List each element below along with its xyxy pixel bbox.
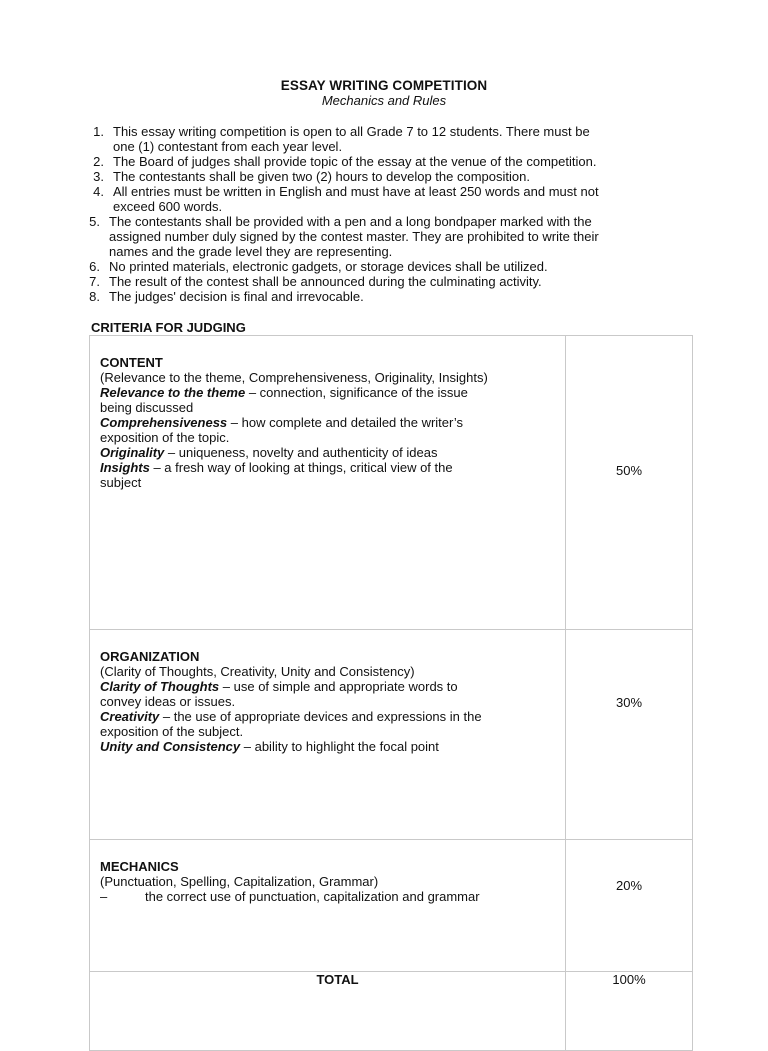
criterion-term: Insights: [100, 460, 150, 475]
document-title: ESSAY WRITING COMPETITION: [280, 78, 488, 93]
criterion-desc: – connection, significance of the issue: [245, 385, 468, 400]
rule-item-3: [86, 169, 686, 184]
rule-item-8: [86, 289, 686, 304]
table-row-organization: [90, 630, 693, 840]
rule-text: This essay writing competition is open to all Grade 7 to 12 students. There must be: [113, 124, 590, 139]
criteria-table: [89, 335, 693, 1051]
criterion-item: [100, 709, 555, 724]
criterion-item: [100, 445, 555, 460]
criterion-cell: [90, 840, 566, 972]
criterion-summary: (Clarity of Thoughts, Creativity, Unity and Consistency): [100, 664, 415, 679]
criterion-title: CONTENT: [100, 355, 163, 370]
dash-bullet: –: [100, 889, 108, 904]
rule-text: No printed materials, electronic gadgets, or storage devices shall be utilized.: [109, 259, 548, 274]
criterion-title: MECHANICS: [100, 859, 179, 874]
criterion-item: [100, 679, 555, 694]
rule-number: 1.: [93, 124, 104, 139]
rule-number: 8.: [89, 289, 100, 304]
criterion-desc: the correct use of punctuation, capitalization and grammar: [145, 889, 480, 904]
rule-text: All entries must be written in English and must have at least 250 words and must not: [113, 184, 599, 199]
criterion-summary: (Relevance to the theme, Comprehensiveness, Originality, Insights): [100, 370, 488, 385]
rule-item-7: [86, 274, 686, 289]
rule-number: 7.: [89, 274, 100, 289]
criterion-term: Unity and Consistency: [100, 739, 241, 754]
criterion-percent: 50%: [566, 336, 693, 630]
table-row-content: [90, 336, 693, 630]
criterion-desc: – the use of appropriate devices and expressions in the: [159, 709, 482, 724]
rule-text: The contestants shall be given two (2) hours to develop the composition.: [113, 169, 530, 184]
document-subtitle: Mechanics and Rules: [321, 93, 447, 108]
criterion-term: Originality: [100, 445, 165, 460]
rule-number: 3.: [93, 169, 104, 184]
criterion-item: [100, 460, 555, 475]
rule-text: The judges' decision is final and irrevocable.: [109, 289, 364, 304]
rule-number: 6.: [89, 259, 100, 274]
criterion-term: Creativity: [100, 709, 160, 724]
criterion-item-cont: subject: [100, 475, 142, 490]
criterion-item-cont: being discussed: [100, 400, 194, 415]
criterion-desc: – uniqueness, novelty and authenticity of ideas: [164, 445, 438, 460]
rule-number: 4.: [93, 184, 104, 199]
criterion-item-cont: exposition of the subject.: [100, 724, 244, 739]
criterion-percent: 20%: [566, 840, 693, 972]
rule-text: one (1) contestant from each year level.: [113, 139, 343, 154]
criterion-item: [100, 415, 555, 430]
rule-text: The Board of judges shall provide topic of the essay at the venue of the competition.: [113, 154, 597, 169]
rules-list: [86, 124, 686, 304]
total-percent: 100%: [566, 972, 693, 1051]
criterion-desc: – use of simple and appropriate words to: [219, 679, 458, 694]
table-row-mechanics: [90, 840, 693, 972]
total-label: TOTAL: [316, 972, 359, 987]
criterion-item-cont: convey ideas or issues.: [100, 694, 236, 709]
rule-item-1: [86, 124, 686, 154]
criterion-item: [100, 739, 555, 754]
criterion-desc: – how complete and detailed the writer’s: [227, 415, 463, 430]
criterion-item: [100, 889, 555, 904]
rule-text: assigned number duly signed by the contest master. They are prohibited to write their: [109, 229, 599, 244]
criterion-item: [100, 385, 555, 400]
table-row-total: [90, 972, 693, 1051]
criterion-percent: 30%: [566, 630, 693, 840]
rule-text: names and the grade level they are representing.: [109, 244, 393, 259]
criterion-cell: [90, 630, 566, 840]
rule-item-4: [86, 184, 686, 214]
rule-item-6: [86, 259, 686, 274]
criterion-term: Comprehensiveness: [100, 415, 228, 430]
criterion-title: ORGANIZATION: [100, 649, 200, 664]
criteria-heading: CRITERIA FOR JUDGING: [91, 320, 246, 335]
rule-item-2: [86, 154, 686, 169]
criterion-summary: (Punctuation, Spelling, Capitalization, Grammar): [100, 874, 379, 889]
total-cell: [90, 972, 566, 1051]
criterion-term: Relevance to the theme: [100, 385, 246, 400]
rule-number: 2.: [93, 154, 104, 169]
criterion-cell: [90, 336, 566, 630]
criterion-term: Clarity of Thoughts: [100, 679, 220, 694]
rule-item-5: [86, 214, 686, 259]
criterion-desc: – ability to highlight the focal point: [240, 739, 439, 754]
rule-text: exceed 600 words.: [113, 199, 223, 214]
rule-number: 5.: [89, 214, 100, 229]
rule-text: The result of the contest shall be announced during the culminating activity.: [109, 274, 542, 289]
rule-text: The contestants shall be provided with a pen and a long bondpaper marked with the: [109, 214, 592, 229]
criterion-desc: – a fresh way of looking at things, critical view of the: [149, 460, 453, 475]
criterion-item-cont: exposition of the topic.: [100, 430, 230, 445]
